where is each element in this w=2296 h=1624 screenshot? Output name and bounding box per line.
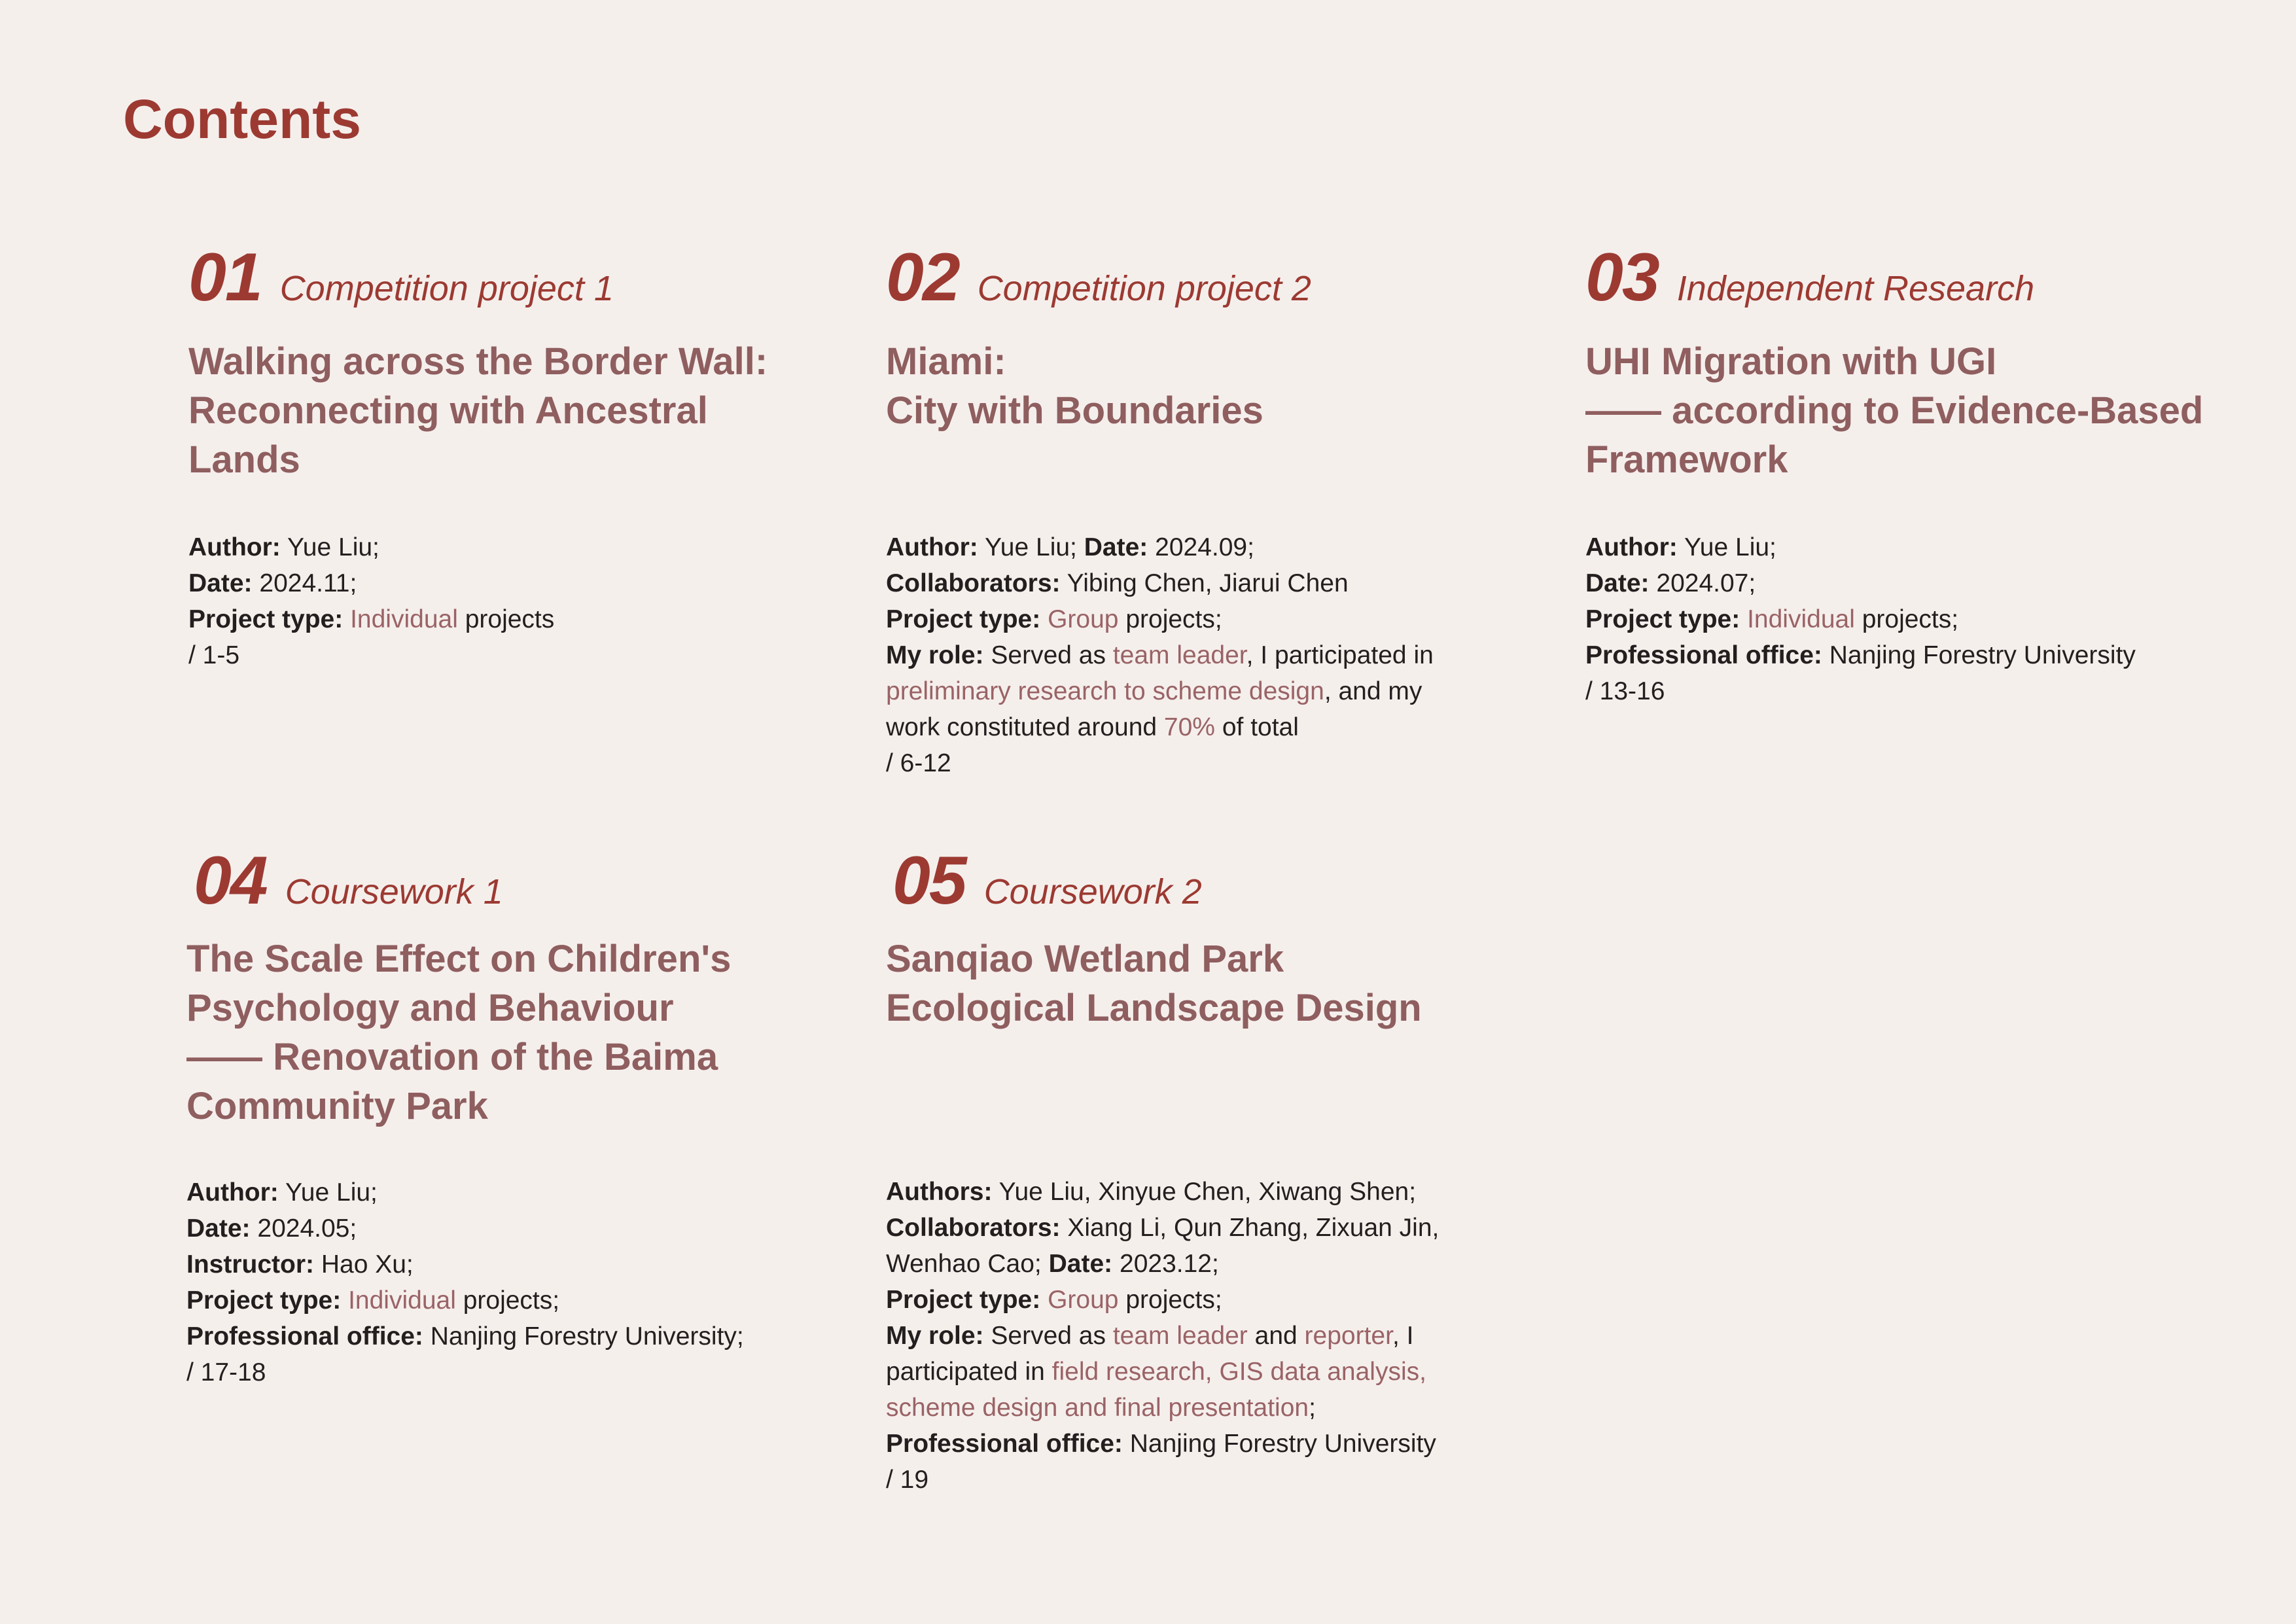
entry-number: 01 <box>188 239 262 315</box>
entry-number: 03 <box>1585 239 1659 315</box>
title-line: Ecological Landscape Design <box>886 987 1422 1029</box>
entry-header <box>886 239 1475 315</box>
authors-line: Authors: Yue Liu, Xinyue Chen, Xiwang Shen; <box>886 1178 1417 1206</box>
title-line: Sanqiao Wetland Park <box>886 938 1284 980</box>
author-line: Author: Yue Liu; <box>188 533 380 561</box>
title-line: Miami: <box>886 340 1006 383</box>
page-range: / 13-16 <box>1585 677 1665 705</box>
entry-header <box>194 843 783 919</box>
role-line: My role: Served as team leader, I participated in <box>886 641 1434 669</box>
project-title[interactable] <box>886 337 1263 435</box>
collaborators-line: Collaborators: Xiang Li, Qun Zhang, Zixuan Jin, <box>886 1214 1439 1242</box>
office-line: Professional office: Nanjing Forestry University <box>886 1430 1436 1458</box>
project-meta <box>886 1174 1439 1498</box>
entry-category: Competition project 1 <box>279 269 614 308</box>
date-line: Date: 2024.07; <box>1585 569 1756 597</box>
project-type-line: Project type: Individual projects; <box>186 1286 560 1315</box>
date-line: Date: 2024.11; <box>188 569 357 597</box>
role-line: My role: Served as team leader and reporter, I <box>886 1322 1414 1350</box>
entry-category: Independent Research <box>1676 269 2035 308</box>
role-line: preliminary research to scheme design, and my <box>886 677 1422 705</box>
project-meta <box>186 1174 744 1390</box>
role-line: scheme design and final presentation; <box>886 1394 1316 1422</box>
contents-entry-02 <box>886 239 1475 777</box>
title-line: —— Renovation of the Baima <box>186 1036 718 1078</box>
author-line: Author: Yue Liu; <box>1585 533 1776 561</box>
role-line: work constituted around 70% of total <box>886 713 1299 741</box>
page-range: / 1-5 <box>188 641 240 669</box>
project-meta <box>188 529 554 673</box>
author-line: Author: Yue Liu; <box>186 1178 378 1207</box>
entry-category: Coursework 1 <box>285 872 503 911</box>
role-line: participated in field research, GIS data analysis, <box>886 1358 1426 1386</box>
title-line: Reconnecting with Ancestral <box>188 389 708 432</box>
entry-category: Coursework 2 <box>983 872 1202 911</box>
title-line: City with Boundaries <box>886 389 1263 432</box>
collaborators-line: Collaborators: Yibing Chen, Jiarui Chen <box>886 569 1349 597</box>
title-line: Framework <box>1585 438 1788 481</box>
office-line: Professional office: Nanjing Forestry University; <box>186 1322 744 1350</box>
project-title[interactable] <box>188 337 768 484</box>
contents-entry-05 <box>892 843 1481 919</box>
instructor-line: Instructor: Hao Xu; <box>186 1250 414 1279</box>
entry-header <box>1585 239 2174 315</box>
page-range: / 6-12 <box>886 749 951 777</box>
project-type-line: Project type: Group projects; <box>886 1286 1222 1314</box>
entry-number: 04 <box>194 843 267 919</box>
project-type-line: Project type: Individual projects; <box>1585 605 1959 633</box>
project-title[interactable] <box>186 934 731 1131</box>
entry-header <box>188 239 777 315</box>
entry-number: 02 <box>886 239 959 315</box>
page-range: / 19 <box>886 1466 929 1494</box>
title-line: —— according to Evidence-Based <box>1585 389 2204 432</box>
project-title[interactable] <box>1585 337 2203 484</box>
title-line: Community Park <box>186 1085 488 1127</box>
page-title: Contents <box>123 88 361 150</box>
date-line: Date: 2024.05; <box>186 1214 357 1243</box>
entry-number: 05 <box>892 843 966 919</box>
collaborators-date-line: Wenhao Cao; Date: 2023.12; <box>886 1250 1219 1278</box>
contents-entry-04 <box>194 843 783 919</box>
contents-entry-01 <box>188 239 777 669</box>
title-line: Psychology and Behaviour <box>186 987 674 1029</box>
project-type-line: Project type: Individual projects <box>188 605 555 633</box>
page-range: / 17-18 <box>186 1358 266 1386</box>
project-title[interactable] <box>886 934 1422 1033</box>
title-line: UHI Migration with UGI <box>1585 340 1997 383</box>
contents-entry-03 <box>1585 239 2204 705</box>
office-line: Professional office: Nanjing Forestry University <box>1585 641 2136 669</box>
author-date-line: Author: Yue Liu; Date: 2024.09; <box>886 533 1254 561</box>
project-meta <box>1585 529 2136 709</box>
project-meta <box>886 529 1434 781</box>
title-line: Lands <box>188 438 300 481</box>
project-type-line: Project type: Group projects; <box>886 605 1222 633</box>
title-line: The Scale Effect on Children's <box>186 938 732 980</box>
entry-header <box>892 843 1481 919</box>
entry-category: Competition project 2 <box>977 269 1311 308</box>
title-line: Walking across the Border Wall: <box>188 340 768 383</box>
